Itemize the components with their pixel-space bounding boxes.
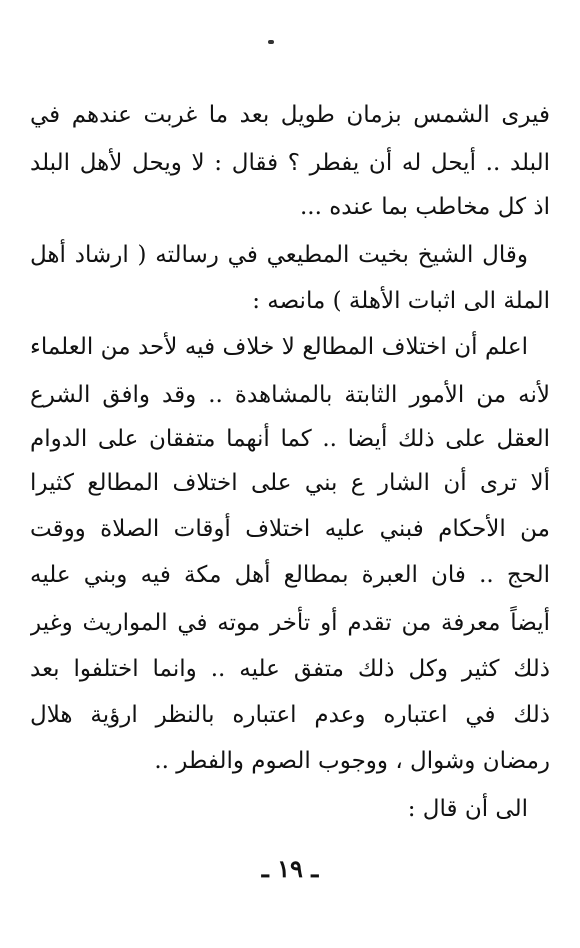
text-line-1: فيرى الشمس بزمان طويل بعد ما غربت عندهم في (30, 102, 550, 128)
text-line-12: أيضاً معرفة من تقدم أو تأخر موته في المواريث وغير (30, 610, 550, 636)
text-line-2: البلد .. أيحل له أن يفطر ؟ فقال : لا ويحل لأهل البلد (30, 150, 550, 176)
text-line-6: اعلم أن اختلاف المطالع لا خلاف فيه لأحد من العلماء (30, 334, 528, 360)
text-line-15: رمضان وشوال ، ووجوب الصوم والفطر .. (154, 748, 550, 774)
text-line-7: لأنه من الأمور الثابتة بالمشاهدة .. وقد وافق الشرع (30, 382, 550, 408)
text-line-5: الملة الى اثبات الأهلة ) مانصه : (252, 288, 550, 314)
text-line-16: الى أن قال : (407, 796, 528, 822)
page-number: ـ ١٩ ـ (261, 854, 319, 883)
text-line-13: ذلك كثير وكل ذلك متفق عليه .. وانما اختلفوا بعد (30, 656, 550, 682)
text-line-8: العقل على ذلك أيضا .. كما أنهما متفقان على الدوام (30, 426, 550, 452)
text-line-14: ذلك في اعتباره وعدم اعتباره بالنظر ارؤية هلال (30, 702, 550, 728)
text-line-10: من الأحكام فبني عليه اختلاف أوقات الصلاة ووقت (30, 516, 550, 542)
text-line-11: الحج .. فان العبرة بمطالع أهل مكة فيه وبني عليه (30, 562, 550, 588)
text-line-4: وقال الشيخ بخيت المطيعي في رسالته ( ارشاد أهل (30, 242, 528, 268)
text-line-9: ألا ترى أن الشار ع بني على اختلاف المطالع كثيرا (30, 470, 550, 496)
text-line-3: اذ كل مخاطب بما عنده ... (299, 194, 550, 220)
